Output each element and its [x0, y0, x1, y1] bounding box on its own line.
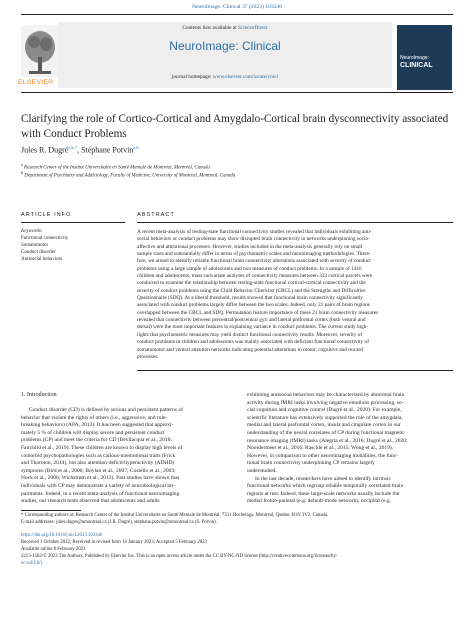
author-sep: ,	[77, 145, 82, 155]
body-line: tional brain connectivity underpinning CP remains largely	[247, 460, 375, 467]
body-line: understanding of the neural correlates of CP during functional magnetic	[247, 429, 405, 436]
contents-prefix: Contents lists available at	[182, 25, 238, 31]
header-bottom-rule	[21, 92, 453, 93]
abstract-text	[137, 229, 453, 361]
keywords-title: Keywords:	[21, 229, 43, 234]
article-info-rule	[21, 222, 125, 223]
abstract-line: sample sizes and substantially differ in terms of psychometric scales and neuroimaging methodologies. There-	[137, 251, 371, 258]
keyword-item: Functional connectivity	[21, 236, 69, 241]
author-1[interactable]: Jules R. Dugré	[21, 145, 69, 155]
body-line: studies, our research team observed that adolescents and adults	[21, 498, 160, 505]
body-line: regions at rest. Indeed, these large-scale networks usually include the	[247, 490, 400, 497]
affiliation-a-text: Research Center of the Institut Universitaire en Santé Mentale de Montréal, Montreal, Canada	[24, 165, 210, 171]
received-dates: Received 1 October 2022; Received in revised form 14 January 2023; Accepted 5 February 2023	[21, 540, 207, 545]
body-line: cial cognition and cognitive control (Dugré et al., 2020). For example,	[247, 407, 402, 414]
body-line: pairments. Indeed, in a recent meta-analysis of functional neuroimaging	[21, 490, 180, 497]
header-rule	[21, 14, 453, 15]
email-note: E-mail addresses: jules.dugre@umontreal.ca (J.R. Dugré), stephane.potvin@umontreal.ca (S. Potvin).	[21, 520, 217, 525]
abstract-line: associated with conduct problems largely differ between the two scales. Indeed, only 21 pairs of brain regions	[137, 302, 370, 309]
publisher-name: ELSEVIER	[18, 79, 54, 86]
homepage-line	[58, 74, 392, 80]
affiliation-a-sup: a	[21, 162, 23, 167]
author-1-sup[interactable]: a,b,*	[68, 145, 78, 150]
abstract-line: fore, we aimed to identify reliable functional brain connectivity alterations associated with severity of conduct	[137, 258, 371, 265]
available-online: Available online 8 February 2023	[21, 547, 86, 552]
abstract-line: conducted to examine the relationship between resting-state functional cortical-cortical connectivity and the	[137, 280, 366, 287]
body-line: In the last decade, researchers have aimed to identify intrinsic	[255, 475, 391, 482]
abstract-line: A recent meta-analysis of resting-state functional connectivity studies revealed that individuals exhibiting anti-	[137, 229, 372, 235]
license-line: 2213-1582/© 2023 The Authors. Published by Elsevier Inc. This is an open access article under the CC BY-NC-ND license (http://creativecommons.org/licenses/by-	[21, 554, 338, 559]
cover-line-2: CLINICAL	[400, 62, 433, 69]
abstract-line: severity of conduct problems using the Child Behavior Checklist (CBCL) and the Strengths and Difficulties	[137, 287, 366, 294]
contents-line	[58, 25, 392, 31]
license-line-cont[interactable]: nc-nd/4.0/).	[21, 561, 44, 566]
affiliation-b-text: Department of Psychiatry and Addictology, Faculty of Medicine, University of Montreal, Montreal, Canada	[24, 173, 236, 179]
abstract-line: revealed that connectivity between precentral/postcentral gyri and lateral prefrontal cortex (both ventral and	[137, 317, 366, 324]
body-line: However, in comparison to other neuroimaging modalities, the func-	[247, 452, 398, 459]
elsevier-tree-logo	[21, 25, 59, 81]
article-title: Clarifying the role of Cortico-Cortical and Amygdalo-Cortical brain dysconnectivity associated with Conduct Problems	[21, 113, 449, 140]
abstract-line: dorsal) were the most important features in explaining variance in conduct problems. The current study high-	[137, 324, 369, 331]
body-line: Noordermeer et al., 2016; Raschle et al., 2015; Wong et al., 2019).	[247, 445, 394, 452]
homepage-prefix: journal homepage:	[171, 74, 213, 80]
sciencedirect-link[interactable]: ScienceDirect	[237, 25, 268, 31]
abstract-rule	[137, 222, 453, 223]
abstract-line: affective and attentional processes. However, studies included in the meta-analysis generally rely on small	[137, 243, 363, 250]
body-line: Conduct disorder (CD) is defined by serious and persistent patterns of	[29, 407, 183, 413]
body-line: resonance imaging (fMRI) tasks (Alegria et al., 2016; Dugré et al., 2020;	[247, 437, 408, 444]
abstract-heading: ABSTRACT	[137, 212, 175, 218]
abstract-line: overlapped between the CBCL and SDQ. Permutation feature importance of these 21 brain connectivity measures	[137, 309, 379, 316]
body-line: behavior that violate the rights of others (i.e., aggressive, and rule-	[21, 414, 168, 421]
body-line: scientific literature has extensively supported the role of the amygdala,	[247, 414, 403, 421]
abstract-line: conduct problems in children and adolescents was mainly associated with deficient functional connectivity of	[137, 339, 369, 346]
article-info-heading: ARTICLE INFO	[21, 212, 72, 218]
body-line: Fairchild et al., 2019). These children are known to display high levels of	[21, 444, 183, 451]
body-line: activity during fMRI tasks involving negative emotions processing, so-	[247, 399, 404, 406]
journal-cover-image	[397, 25, 452, 90]
body-line: understudied.	[247, 467, 277, 474]
affiliation-b-sup: b	[21, 170, 24, 175]
journal-title: NeuroImage: Clinical	[169, 39, 281, 53]
abstract-line: lights that psychometric measures may yield distinct functional connectivity results. Moreover, severity of	[137, 331, 363, 338]
abstract-line: Questionnaire (SDQ). At a liberal threshold, results showed that functional brain connectivity significantly	[137, 295, 363, 302]
abstract-line: processes.	[137, 353, 159, 360]
left-column	[21, 407, 227, 506]
body-line: breaking behaviors) (APA, 2013). It has been suggested that approxi-	[21, 422, 174, 429]
body-line: exhibiting antisocial behaviors may be characterized by abnormal brain	[247, 392, 405, 398]
homepage-link[interactable]: www.elsevier.com/locate/ynicl	[212, 74, 279, 80]
doi-link[interactable]: https://doi.org/10.1016/j.nicl.2023.103346	[21, 533, 103, 538]
cover-line-1: NeuroImage:	[400, 55, 429, 61]
body-line: and Thornton, 2014), but also attention-deficit/hyperactivity (ADHD)	[21, 460, 175, 467]
body-line: mately 5 % of children will display severe and persistent conduct	[21, 429, 165, 436]
body-line: Nock et al., 2006; Wichstrøm et al., 2012). Past studies have shown that	[21, 475, 180, 482]
body-line: individuals with CP may demonstrate a variety of neurobiological im-	[21, 482, 175, 489]
author-2-sup[interactable]: a,b	[133, 145, 139, 150]
keyword-item: Conduct disorder	[21, 250, 56, 255]
journal-reference[interactable]: NeuroImage: Clinical 37 (2023) 103346	[191, 4, 283, 10]
affiliation-b	[21, 170, 235, 179]
abstract-line: social behaviors or conduct problems may show disrupted brain connectivity in networks underpinning socio-	[137, 236, 370, 243]
intro-heading: 1. Introduction	[21, 392, 57, 398]
right-column	[247, 392, 453, 506]
body-line: problems (CP) and meet the criteria for CD (Bevilacqua et al., 2018;	[21, 437, 172, 444]
body-line: functional networks which regroup reliable temporally correlated brain	[247, 483, 404, 490]
footnote-rule	[21, 510, 81, 511]
keyword-item: Antisocial behaviors	[21, 257, 63, 262]
authors-line	[21, 145, 139, 155]
corresponding-author-note: * Corresponding authors at: Research Center of the Institut Universitaire en Santé Mentale de Montréal, 7331 Hochelaga, Montreal, Quebec H1N 3V2, Canada.	[21, 513, 329, 518]
body-line: medial fronto-parietal (e.g. default-mode network), occipital (e.g.	[247, 498, 392, 505]
abstract-bottom-rule	[137, 370, 453, 371]
author-2[interactable]: Stéphane Potvin	[81, 145, 134, 155]
keyword-item: Somatomotor	[21, 243, 49, 248]
body-line: medial and lateral prefrontal cortex, insula and cingulate cortex in our	[247, 422, 401, 429]
body-line: comorbid psychopathologies such as callous-unemotional traits (Frick	[21, 452, 176, 459]
abstract-line: somatomotor and ventral attention networks indicating potential alterations in motor, cognitive and reward	[137, 346, 363, 353]
body-line: symptoms (Bird et al., 2006; Boylan et al., 2007; Costello et al., 2003;	[21, 467, 176, 474]
abstract-line: children and adolescents, mass-univariate analyses of connectivity measures between 333 cortical parcels were	[137, 273, 373, 280]
abstract-line: problems using a large sample of adolescents and two measures of conduct problems. In a sample of 1416	[137, 265, 362, 272]
